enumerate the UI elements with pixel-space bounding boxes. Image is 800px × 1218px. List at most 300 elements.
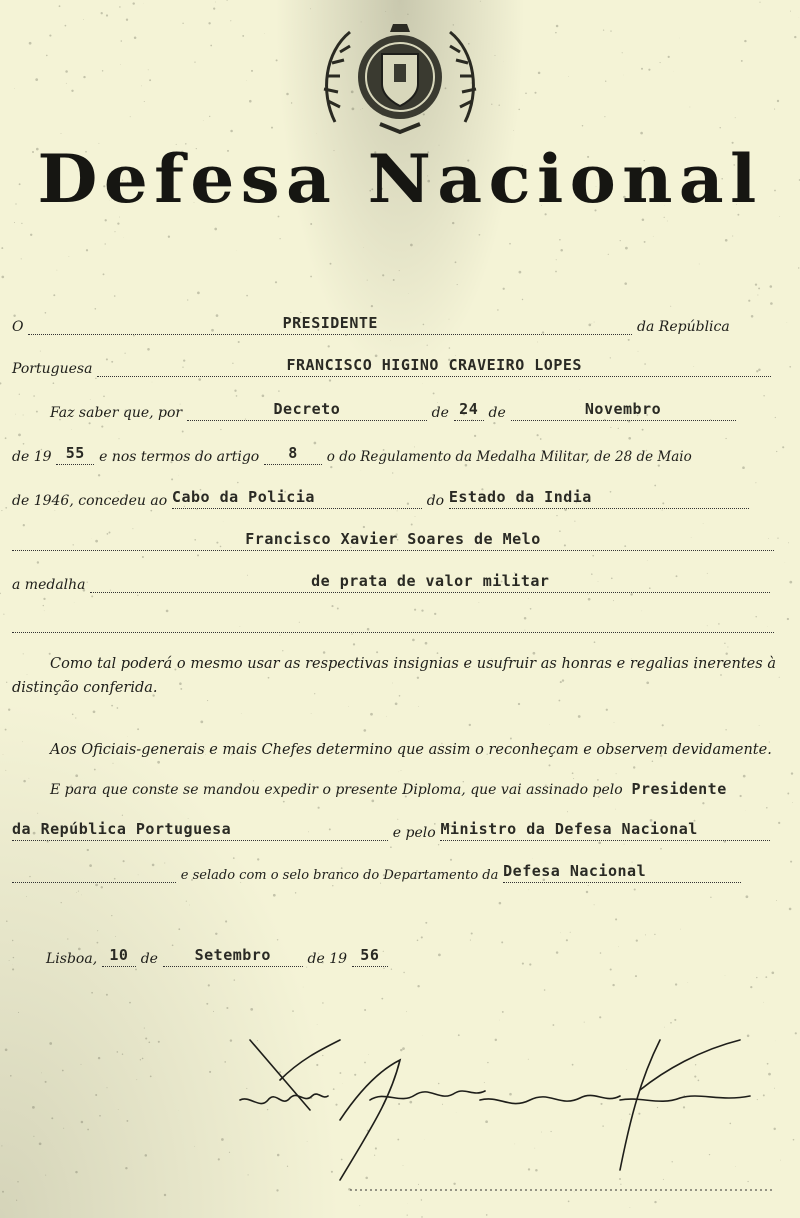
paper-speck [149,79,151,81]
state-value: Estado da India [448,488,592,506]
paper-speck [3,754,4,755]
paper-speck [8,709,10,711]
paper-speck [381,998,383,1000]
paper-speck [628,437,631,440]
paper-speck [566,939,568,941]
label-termos-artigo: e nos termos do artigo [99,449,260,465]
paper-speck [556,515,557,516]
paper-speck [63,1128,64,1129]
paper-speck [62,1070,64,1072]
paper-speck [49,35,51,37]
paper-speck [303,987,304,988]
label-a-medalha: a medalha [12,577,86,593]
paper-speck [136,1079,137,1080]
paper-speck [337,608,339,610]
paper-speck [105,219,107,221]
paper-speck [257,858,259,860]
paper-speck [776,451,777,452]
paper-speck [277,939,278,940]
paper-speck [6,682,7,683]
paper-speck [140,1059,141,1060]
field-rank [172,490,422,509]
paper-speck [275,281,277,283]
paper-speck [480,1,481,2]
paper-speck [330,263,332,265]
paper-speck [452,222,454,224]
paper-speck [33,395,35,397]
paper-speck [604,116,605,117]
paper-speck [67,938,68,939]
paper-speck [522,299,523,300]
label-portuguesa: Portuguesa [12,361,93,377]
paper-speck [322,1002,323,1003]
paper-speck [414,609,416,611]
handwritten-signature [220,1010,780,1200]
paper-speck [14,222,15,223]
paper-speck [78,891,79,892]
paper-speck [71,429,72,430]
paper-speck [455,261,457,263]
paper-speck [363,526,365,528]
paper-speck [200,721,203,724]
paper-speck [603,29,604,30]
paper-speck [119,438,120,439]
paper-speck [33,1136,34,1137]
paper-speck [600,952,602,954]
paper-speck [668,56,670,58]
field-president-name [97,358,771,377]
paragraph-officers: Aos Oficiais-generais e mais Chefes determino que assim o reconheçam e observem devidamente. [50,742,772,758]
paper-speck [648,69,650,71]
paper-speck [638,351,639,352]
paper-speck [44,610,45,611]
paper-speck [787,322,788,323]
paper-speck [392,472,393,473]
paper-speck [471,932,473,934]
paper-speck [208,22,210,24]
line-recipient-name [12,532,776,556]
paper-speck [57,270,58,271]
paper-speck [111,915,112,916]
minister-value: Ministro da Defesa Nacional [440,820,698,838]
label-de-2: de [488,405,506,421]
paper-speck [725,438,726,439]
paper-speck [262,395,265,398]
paper-speck [359,1205,360,1206]
paper-speck [129,1002,131,1004]
paper-speck [790,11,791,12]
paper-speck [188,818,189,819]
paper-speck [680,929,681,930]
paper-speck [654,485,656,487]
paper-speck [756,977,757,978]
paper-speck [6,920,7,921]
paper-speck [95,308,97,310]
paper-speck [687,982,688,983]
paper-speck [625,247,628,250]
label-da-republica: da República [637,319,730,335]
paper-speck [421,936,423,938]
paper-speck [144,1028,145,1029]
paper-speck [0,593,1,595]
paper-speck [560,933,561,934]
paper-speck [81,895,82,896]
paper-speck [182,23,183,24]
paper-speck [43,605,44,606]
paper-speck [98,1057,100,1059]
paper-speck [119,6,120,7]
paper-speck [168,236,170,238]
paper-speck [318,807,320,809]
paper-speck [509,243,511,245]
paper-speck [556,25,559,28]
paper-speck [280,238,281,239]
paper-speck [748,300,750,302]
paper-speck [556,951,558,953]
paper-speck [36,411,38,413]
paper-speck [614,722,615,723]
paper-speck [226,1007,228,1009]
paper-speck [215,933,217,935]
paper-speck [363,247,364,248]
paper-speck [130,116,131,117]
paper-speck [45,1175,46,1176]
paper-speck [158,1041,160,1043]
paper-speck [789,581,792,584]
label-de-19: de 19 [12,449,52,465]
paper-speck [26,896,27,897]
paper-speck [725,975,726,976]
line-medal [12,574,776,598]
paper-speck [331,605,333,607]
medal-value: de prata de valor militar [311,572,550,590]
paper-speck [209,1071,211,1073]
paper-speck [724,643,725,644]
paper-speck [610,968,612,970]
paper-speck [5,1048,8,1051]
paper-speck [537,342,538,343]
paper-speck [425,922,427,924]
paper-speck [147,348,150,351]
paper-speck [75,1171,77,1173]
paper-speck [417,985,419,987]
recipient-name-value: Francisco Xavier Soares de Melo [245,530,541,548]
paper-speck [14,88,15,89]
paper-speck [746,895,749,898]
paper-speck [53,382,55,384]
paper-speck [491,104,492,105]
paper-speck [574,521,575,522]
paper-speck [403,972,404,973]
paper-speck [418,706,419,707]
paper-speck [774,109,775,110]
paper-speck [624,282,627,285]
paper-speck [220,429,221,430]
paper-speck [594,904,595,905]
paper-speck [178,928,180,930]
paper-speck [469,724,471,726]
paper-speck [582,125,583,126]
paper-speck [497,309,498,310]
paper-speck [501,941,503,943]
paper-speck [17,1181,18,1182]
paper-speck [412,639,415,642]
paper-speck [654,934,655,935]
paper-speck [782,446,784,448]
paper-speck [145,1037,147,1039]
field-state [449,490,749,509]
paper-speck [759,2,760,3]
paper-speck [568,76,569,77]
paper-speck [421,609,423,611]
paper-speck [122,815,123,816]
paper-speck [41,1073,42,1074]
paper-speck [474,435,476,437]
paper-speck [390,846,392,848]
field-minister [440,822,770,841]
paper-speck [407,1215,408,1216]
paper-speck [620,240,621,241]
paper-speck [755,482,756,483]
paper-speck [486,1214,488,1216]
paper-speck [69,256,70,257]
paper-speck [117,707,119,709]
paper-speck [5,507,7,509]
paper-speck [234,390,236,392]
paper-speck [32,1106,35,1109]
paper-speck [225,920,227,922]
paper-speck [35,78,38,81]
paper-speck [518,703,520,705]
paper-speck [770,302,773,305]
paper-speck [207,700,208,701]
paper-speck [675,983,677,985]
paper-speck [76,892,77,893]
paper-speck [612,984,614,986]
line-expedir [50,780,790,804]
paper-speck [45,1081,47,1083]
paper-speck [311,713,312,714]
paper-speck [794,36,796,38]
paper-speck [1,1145,2,1146]
article-value: 8 [288,444,298,462]
paper-speck [630,1207,631,1208]
paper-speck [618,428,619,429]
paper-speck [18,434,21,437]
paper-speck [16,1200,17,1201]
paper-speck [699,264,700,265]
paper-speck [741,60,743,62]
label-date-de-19: de 19 [307,951,348,967]
paper-speck [415,516,416,517]
paper-speck [703,523,704,524]
paper-speck [457,284,458,285]
field-month [163,948,303,967]
paper-speck [548,764,550,766]
paper-speck [667,221,668,222]
paper-speck [615,918,617,920]
paper-speck [727,647,728,648]
paper-speck [540,438,542,440]
paper-speck [725,729,726,730]
paper-speck [513,130,514,131]
paper-speck [735,117,736,118]
paper-speck [642,218,645,221]
paper-speck [530,608,532,610]
paper-speck [137,728,139,730]
paper-speck [525,93,527,95]
paper-speck [636,939,638,941]
paper-speck [390,340,391,341]
paper-speck [291,102,292,103]
president-name-value: FRANCISCO HIGINO CRAVEIRO LOPES [286,356,582,374]
paper-speck [608,254,609,255]
paper-speck [5,437,7,439]
paper-speck [246,295,248,297]
paper-speck [790,861,792,863]
paper-speck [209,116,210,117]
paper-speck [93,710,96,713]
document-title: Defesa Nacional [37,140,763,218]
paper-speck [94,769,96,771]
coat-of-arms-emblem [310,12,490,136]
paper-speck [37,561,39,563]
paper-speck [763,395,764,396]
paper-speck [249,100,252,103]
paper-speck [65,25,67,27]
paper-speck [534,92,536,94]
label-expedir: E para que conste se mandou expedir o presente Diploma, que vai assinado pelo [50,782,623,798]
paper-speck [246,80,247,81]
paper-speck [23,415,24,416]
paper-speck [105,243,106,244]
paper-speck [10,1075,12,1077]
paper-speck [237,482,239,484]
paper-speck [425,642,428,645]
paper-speck [618,946,619,947]
paper-speck [83,19,84,20]
paper-speck [97,942,99,944]
label-selado: e selado com o selo branco do Departamento da [180,868,499,883]
paper-speck [616,773,617,774]
paper-speck [560,249,563,252]
paper-speck [470,940,471,941]
paper-speck [113,763,114,764]
paper-speck [72,714,74,716]
paper-speck [234,979,235,980]
paper-speck [148,69,149,70]
paper-speck [495,55,496,56]
paper-speck [5,729,7,731]
paper-speck [0,382,1,384]
paper-speck [660,62,661,63]
paper-speck [106,994,108,996]
paper-speck [213,1011,214,1012]
paper-speck [13,957,14,958]
paper-speck [778,822,780,824]
label-regulamento: o do Regulamento da Medalha Militar, de 28 de Maio [326,449,692,465]
paper-speck [1,247,3,249]
paper-speck [46,55,48,57]
paper-speck [40,351,41,352]
paper-speck [273,894,276,897]
paper-speck [117,1051,119,1053]
paper-speck [15,414,16,415]
paper-speck [118,1109,119,1110]
paper-speck [142,556,144,558]
paper-speck [251,70,253,72]
paper-speck [791,772,793,774]
paper-speck [450,859,452,861]
paper-speck [798,267,799,268]
paper-speck [2,1191,4,1193]
paper-speck [780,1160,781,1161]
paper-speck [1,510,2,511]
label-date-de: de [140,951,158,967]
paper-speck [115,936,116,937]
paper-speck [479,602,480,603]
label-do: do [426,493,445,509]
date-month-value: Setembro [194,946,271,964]
paper-speck [141,86,142,87]
decree-year-value: 55 [65,444,85,462]
paper-speck [132,2,134,4]
paper-speck [271,127,273,129]
paper-speck [766,807,768,809]
paper-speck [206,1003,208,1005]
republic-value: da República Portuguesa [12,820,232,838]
line-seal [12,864,776,888]
paper-speck [144,101,145,102]
paper-speck [353,643,355,645]
paper-speck [236,395,238,397]
paper-speck [117,222,119,224]
field-decree [187,402,427,421]
paper-speck [411,524,413,526]
field-decree-month [511,402,736,421]
field-article [264,446,322,465]
paper-speck [642,429,644,431]
paper-speck [653,236,654,237]
paper-speck [310,8,311,9]
paper-speck [433,392,435,394]
label-lisboa: Lisboa, [46,951,98,967]
field-decree-day [454,402,484,421]
paper-speck [186,901,187,902]
line-president-name [12,358,776,382]
paper-speck [732,235,733,236]
paper-speck [81,1121,84,1124]
paper-speck [213,7,215,9]
field-day [102,948,136,967]
paper-speck [386,716,387,717]
paragraph-usage: Como tal poderá o mesmo usar as respectivas insignias e usufruir as honras e regalias inerentes à distinção conferida. [12,656,776,696]
paper-speck [622,52,623,53]
paper-speck [142,1058,144,1060]
paper-speck [363,729,366,732]
paper-speck [522,963,524,965]
paper-speck [114,231,115,232]
paper-speck [106,14,108,16]
paper-speck [208,984,210,986]
paper-speck [633,766,635,768]
paper-speck [555,32,557,34]
paper-speck [399,270,400,271]
paper-speck [30,234,32,236]
paper-speck [367,280,368,281]
paper-speck [278,390,279,391]
rank-value: Cabo da Policia [171,488,315,506]
